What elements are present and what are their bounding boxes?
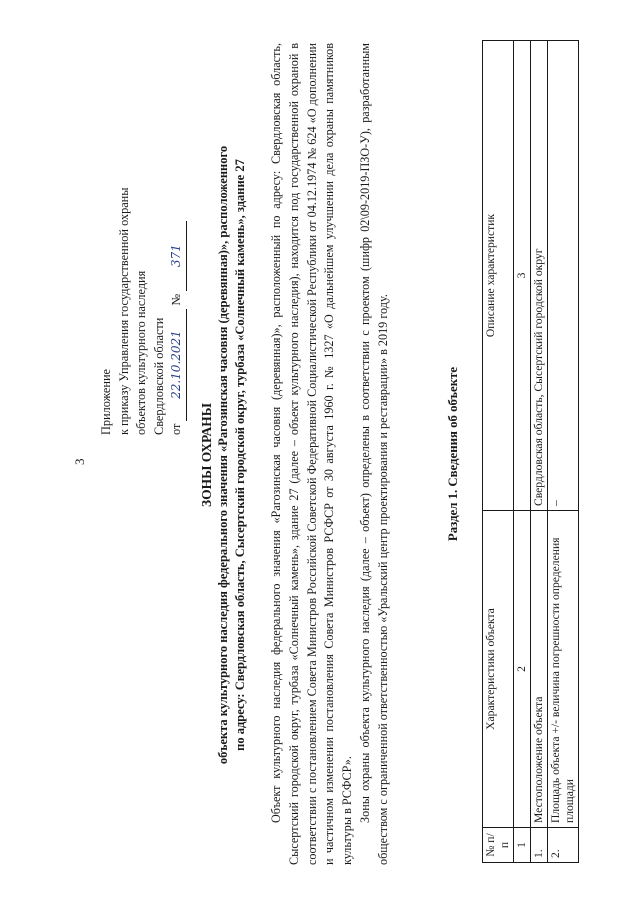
header-line: Свердловской области — [151, 317, 166, 435]
number-field — [168, 221, 187, 291]
row-description: Свердловская область, Сысертский городской округ — [531, 41, 548, 511]
row-characteristic: Местоположение объекта — [531, 511, 548, 828]
from-label: от — [169, 423, 183, 435]
paragraph: Объект культурного наследия федерального значения «Рагозинская часовня (деревянная)», расположенный по адресу: Свердловская область, Сысертский городской округ, турбаза «Солнечный камень», здание 27 (далее – объект культурного наследия), находится под государственной охраной в соответствии с постановлением Совета Министров Российской Советской Федеративной Социалистической Республики от 04.12.1974 № 624 «О дополнении и частичном изменении постановления Совета Министров РСФСР от 30 августа 1960 г. № 1327 «О дальнейшем улучшении дела охраны памятников культуры в РСФСР». — [269, 43, 355, 865]
date-field — [168, 309, 187, 421]
handwritten-number: 371 — [169, 244, 183, 268]
row-description: – — [548, 41, 579, 511]
table-row — [548, 41, 579, 863]
index-cell: 2 — [514, 511, 531, 828]
header-line: Приложение — [99, 369, 113, 435]
header-cell: Описание характеристик — [483, 41, 514, 511]
header-cell: Характеристики объекта — [483, 511, 514, 828]
appendix-header — [98, 15, 187, 435]
title-line: объекта культурного наследия федерального значения «Рагозинская часовня (деревянная)», расположенного — [216, 145, 230, 765]
document-title — [198, 45, 249, 865]
object-info-table — [482, 40, 579, 863]
title-line: по адресу: Свердловская область, Сысертский городской округ, турбаза «Солнечный камень», здание 27 — [233, 159, 247, 751]
paragraph: Зоны охраны объекта культурного наследия (далее – объект) определены в соответствии с проектом (шифр 02\09-2019-ПЗО-У), разработанным обществом с ограниченной ответственностью «Уральский центр проектирования и реставрации» в 2019 году. — [357, 43, 390, 865]
table-row — [531, 41, 548, 863]
header-date-line — [168, 15, 187, 435]
row-number: 2. — [548, 828, 579, 863]
table-header-row — [483, 41, 514, 863]
index-cell: 3 — [514, 41, 531, 511]
page-number: 3 — [72, 458, 87, 465]
number-label: № — [169, 293, 183, 306]
header-line: объектов культурного наследия — [134, 270, 148, 435]
section-title: Раздел 1. Сведения об объекте — [446, 366, 460, 542]
title-line: ЗОНЫ ОХРАНЫ — [199, 403, 214, 507]
header-cell: № п/п — [483, 828, 514, 863]
body-text — [268, 43, 393, 865]
row-number: 1. — [531, 828, 548, 863]
header-line: к приказу Управления государственной охраны — [116, 187, 131, 435]
handwritten-date: 22.10.2021 — [169, 330, 183, 399]
index-cell: 1 — [514, 828, 531, 863]
table-index-row — [514, 41, 531, 863]
row-characteristic: Площадь объекта +/- величина погрешности определения площади — [548, 511, 579, 828]
